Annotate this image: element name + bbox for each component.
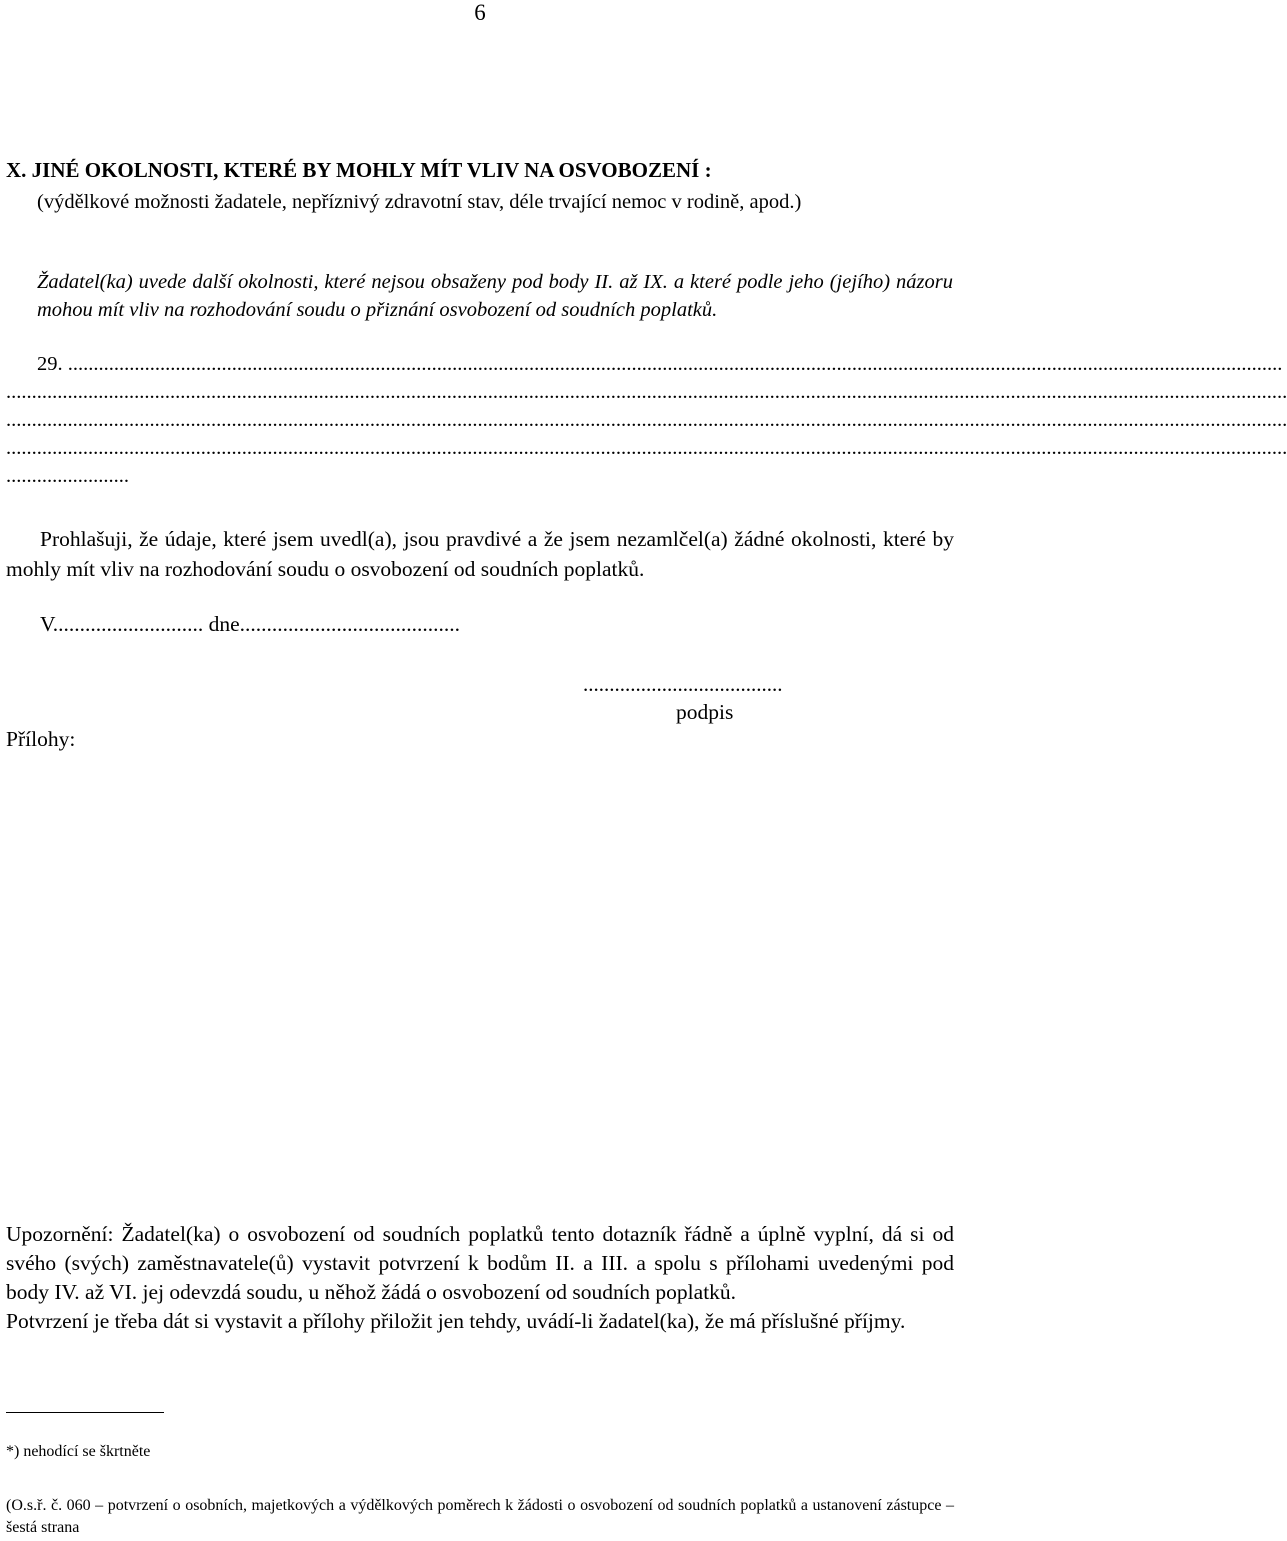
page-number: 6 (474, 0, 486, 25)
notice-paragraph-1: Upozornění: Žadatel(ka) o osvobození od soudních poplatků tento dotazník řádně a úplně vyplní, dá si od svého (svých) zaměstnavatele(ů) vystavit potvrzení k bodům II. a III. a spolu s přílohami uvedenými pod body IV. až VI. jej odevzdá soudu, u něhož žádá o osvobození od soudních poplatků. (6, 1222, 954, 1304)
notice-block (6, 1220, 954, 1336)
section-instruction: Žadatel(ka) uvede další okolnosti, které nejsou obsaženy pod body II. až IX. a které podle jeho (jejího) názoru mohou mít vliv na rozhodování soudu o přiznání osvobození od soudních poplatků. (37, 271, 953, 321)
footnote-divider (6, 1412, 164, 1413)
place-date-line[interactable]: V............................ dne......................................... (40, 612, 461, 636)
section-sub-note: (výdělkové možnosti žadatele, nepříznivý zdravotní stav, déle trvající nemoc v rodině, apod.) (37, 191, 802, 213)
page-footer: (O.s.ř. č. 060 – potvrzení o osobních, majetkových a výdělkových poměrech k žádosti o osvobození od soudních poplatků a ustanovení zástupce – šestá strana (6, 1497, 954, 1536)
fill-line-2[interactable]: .......................................................................................................................................................................................................................................................... (6, 409, 1287, 431)
fill-line-1[interactable]: .......................................................................................................................................................................................................................................................... (6, 381, 1287, 403)
item-29-fill-line[interactable]: 29. ............................................................................................................................................................................................................................................. (37, 353, 1283, 375)
fill-line-last[interactable]: ........................ (6, 465, 129, 487)
notice-paragraph-2: Potvrzení je třeba dát si vystavit a přílohy přiložit jen tehdy, uvádí-li žadatel(ka), že má příslušné příjmy. (6, 1309, 906, 1333)
footnote: *) nehodící se škrtněte (6, 1443, 151, 1460)
signature-line[interactable]: ...................................... (583, 672, 783, 696)
declaration-text: Prohlašuji, že údaje, které jsem uvedl(a), jsou pravdivé a že jsem nezamlčel(a) žádné okolnosti, které by mohly mít vliv na rozhodování soudu o osvobození od soudních poplatků. (6, 527, 954, 581)
section-heading: X. JINÉ OKOLNOSTI, KTERÉ BY MOHLY MÍT VLIV NA OSVOBOZENÍ : (6, 158, 712, 182)
attachments-label: Přílohy: (6, 727, 76, 751)
fill-line-3[interactable]: .......................................................................................................................................................................................................................................................... (6, 437, 1287, 459)
signature-label: podpis (676, 700, 734, 724)
